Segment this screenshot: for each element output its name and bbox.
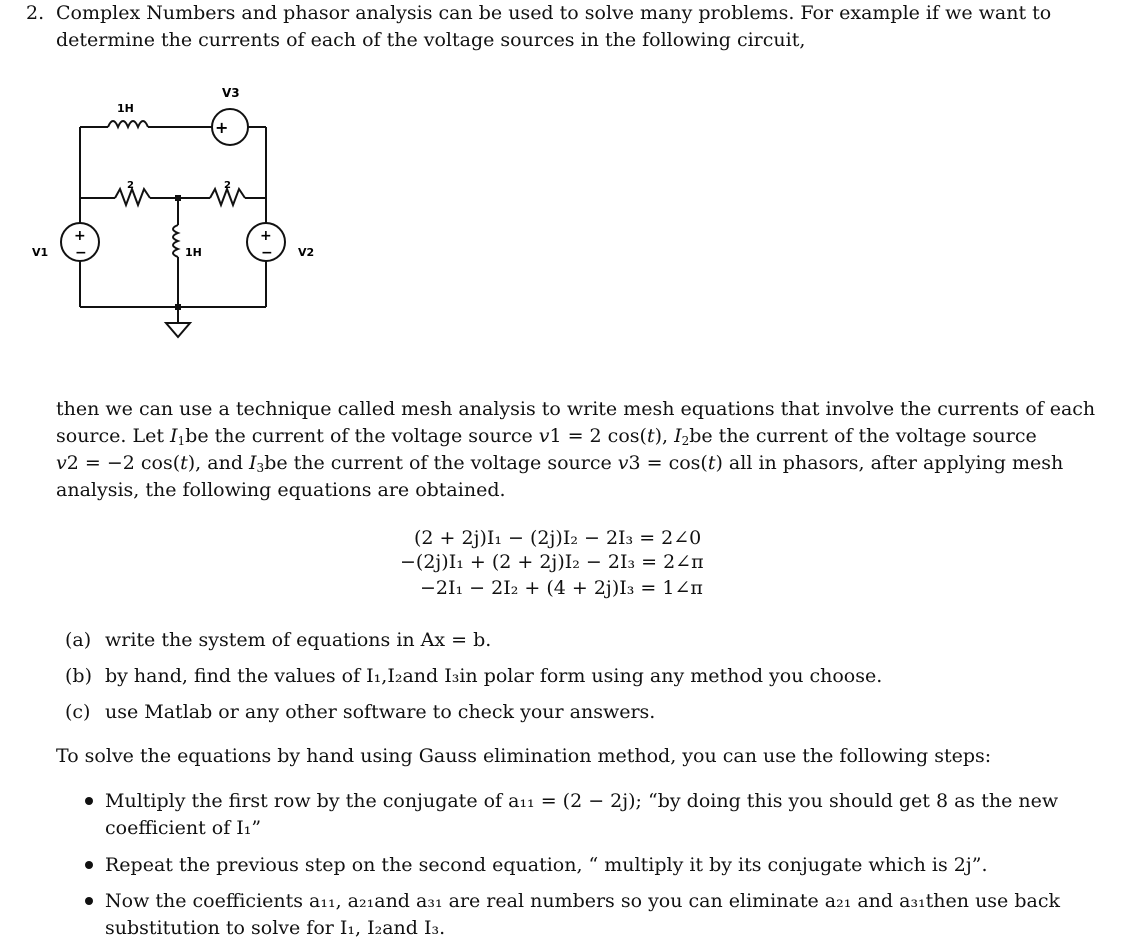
problem-intro-line1: Complex Numbers and phasor analysis can be used to solve many problems. For example if we want to — [56, 2, 1052, 24]
left-resistor-label: 2 — [127, 180, 134, 191]
v1-label: V1 — [32, 246, 49, 259]
v3-plus: + — [215, 118, 229, 137]
top-inductor-label: 1H — [117, 102, 134, 115]
v2-plus: + — [260, 228, 272, 244]
equation-3: −2I₁ − 2I₂ + (4 + 2j)I₃ = 1∠π — [420, 577, 703, 599]
part-c-label: (c) — [65, 701, 91, 723]
gauss-intro: To solve the equations by hand using Gauss elimination method, you can use the following steps: — [56, 745, 992, 767]
mesh-para-line1: then we can use a technique called mesh analysis to write mesh equations that involve the currents of each — [56, 398, 1096, 420]
part-b-text: by hand, find the values of I₁,I₂and I₃in polar form using any method you choose. — [105, 665, 883, 687]
bullet-dot-1 — [85, 797, 93, 805]
right-resistor-label: 2 — [224, 180, 231, 191]
mid-inductor — [173, 225, 178, 257]
v1-plus: + — [74, 228, 86, 244]
problem-number: 2. — [26, 2, 45, 24]
bullet-1-line1: Multiply the first row by the conjugate of a₁₁ = (2 − 2j); “by doing this you should get 8 as the new — [105, 790, 1059, 812]
v3-label: V3 — [222, 86, 240, 100]
bullet-3-line1: Now the coefficients a₁₁, a₂₁and a₃₁ are real numbers so you can eliminate a₂₁ and a₃₁then use back — [105, 890, 1060, 912]
bullet-3-line2: substitution to solve for I₁, I₂and I₃. — [105, 917, 446, 939]
mid-inductor-label: 1H — [185, 246, 202, 259]
v2-minus: − — [261, 245, 273, 261]
v2-label: V2 — [298, 246, 315, 259]
top-inductor — [108, 121, 148, 127]
part-b-label: (b) — [65, 665, 92, 687]
bullet-1-line2: coefficient of I₁” — [105, 817, 262, 839]
problem-intro-line2: determine the currents of each of the voltage sources in the following circuit, — [56, 29, 806, 51]
v1-minus: − — [75, 245, 87, 261]
equation-2: −(2j)I₁ + (2 + 2j)I₂ − 2I₃ = 2∠π — [400, 551, 704, 573]
circuit-diagram — [30, 85, 330, 350]
part-c-text: use Matlab or any other software to check your answers. — [105, 701, 656, 723]
bullet-dot-3 — [85, 897, 93, 905]
bullet-dot-2 — [85, 861, 93, 869]
mesh-para-line3: v2 = −2 cos(t), and $I_3be$ the current of the voltage source v3 = cos(t) all in phasors, after applying mesh — [56, 452, 1064, 475]
part-a-text: write the system of equations in Ax = b. — [105, 629, 492, 651]
bullet-2-line1: Repeat the previous step on the second equation, “ multiply it by its conjugate which is 2j”. — [105, 854, 988, 876]
equation-1: (2 + 2j)I₁ − (2j)I₂ − 2I₃ = 2∠0 — [414, 527, 702, 549]
mesh-para-line4: analysis, the following equations are obtained. — [56, 479, 506, 501]
mesh-para-line2: source. Let $I_1be$ the current of the voltage source v1 = 2 cos(t), $I_2be$ the current of the voltage source — [56, 425, 1037, 448]
part-a-label: (a) — [65, 629, 92, 651]
